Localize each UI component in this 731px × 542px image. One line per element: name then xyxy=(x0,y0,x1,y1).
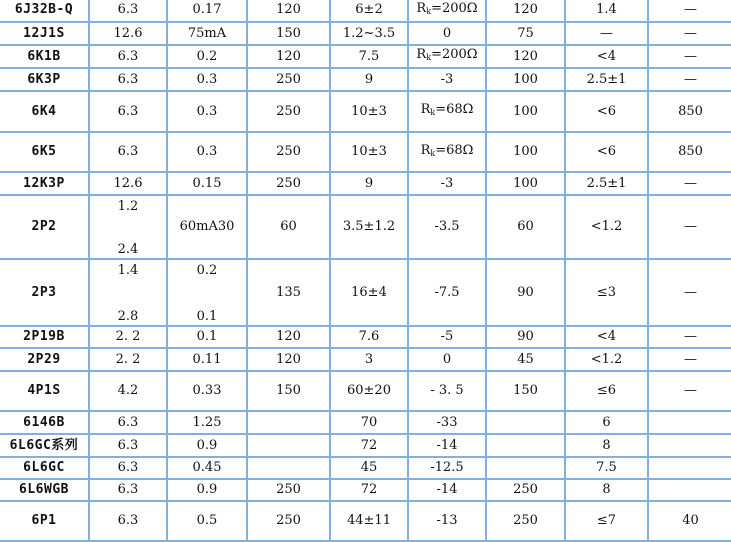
tube-model: 6L6GC xyxy=(0,457,89,479)
heater-voltage: 12.6 xyxy=(89,22,167,45)
grid-bias: -3 xyxy=(408,172,486,195)
table-row xyxy=(0,132,731,172)
extra-value: — xyxy=(648,195,731,259)
heater-current: 0.33 xyxy=(167,371,247,411)
grid-bias: - 3. 5 xyxy=(408,371,486,411)
heater-voltage: 6.3 xyxy=(89,457,167,479)
table-row xyxy=(0,411,731,434)
heater-voltage-a: 1.2 xyxy=(117,199,139,214)
table-row xyxy=(0,457,731,479)
heater-current: 75mA xyxy=(167,22,247,45)
table-row xyxy=(0,348,731,371)
heater-voltage-a: 1.4 xyxy=(117,263,139,278)
screen-voltage: 150 xyxy=(486,371,565,411)
plate-current: 1.2~3.5 xyxy=(330,22,408,45)
heater-current xyxy=(167,259,247,326)
plate-current: 72 xyxy=(330,434,408,457)
tube-model: 6K5 xyxy=(0,132,89,172)
plate-voltage: 135 xyxy=(247,259,330,326)
extra-value: — xyxy=(648,68,731,91)
plate-current: 10±3 xyxy=(330,132,408,172)
extra-value: 40 xyxy=(648,501,731,541)
plate-voltage: 150 xyxy=(247,371,330,411)
plate-current: 44±11 xyxy=(330,501,408,541)
screen-voltage: 250 xyxy=(486,479,565,501)
extra-value xyxy=(648,411,731,434)
plate-voltage: 120 xyxy=(247,348,330,371)
plate-voltage: 120 xyxy=(247,45,330,68)
tube-model: 6L6GC系列 xyxy=(0,434,89,457)
plate-current: 10±3 xyxy=(330,91,408,132)
heater-voltage: 6.3 xyxy=(89,411,167,434)
heater-current: 0.1 xyxy=(167,326,247,348)
screen-current: ≤3 xyxy=(565,259,648,326)
extra-value: — xyxy=(648,22,731,45)
heater-voltage: 4.2 xyxy=(89,371,167,411)
heater-voltage: 6.3 xyxy=(89,434,167,457)
plate-current: 72 xyxy=(330,479,408,501)
plate-current: 60±20 xyxy=(330,371,408,411)
extra-value: 850 xyxy=(648,91,731,132)
screen-current: <6 xyxy=(565,132,648,172)
plate-current: 7.6 xyxy=(330,326,408,348)
screen-voltage: 100 xyxy=(486,132,565,172)
heater-current-a: 0.2 xyxy=(196,263,218,278)
screen-current: 2.5±1 xyxy=(565,172,648,195)
heater-voltage xyxy=(89,259,167,326)
heater-voltage xyxy=(89,195,167,259)
screen-voltage: 90 xyxy=(486,259,565,326)
tube-model: 6K1B xyxy=(0,45,89,68)
plate-voltage xyxy=(247,411,330,434)
extra-value: — xyxy=(648,45,731,68)
heater-current: 0.5 xyxy=(167,501,247,541)
grid-bias: $R_k=68\Omega$ xyxy=(408,132,486,172)
plate-current: 3 xyxy=(330,348,408,371)
heater-voltage: 6.3 xyxy=(89,68,167,91)
plate-voltage: 250 xyxy=(247,132,330,172)
table-row xyxy=(0,371,731,411)
screen-current: 8 xyxy=(565,479,648,501)
grid-bias: 0 xyxy=(408,22,486,45)
plate-current: 7.5 xyxy=(330,45,408,68)
plate-voltage: 250 xyxy=(247,68,330,91)
screen-current: ≤6 xyxy=(565,371,648,411)
heater-current: 1.25 xyxy=(167,411,247,434)
heater-current: 0.3 xyxy=(167,68,247,91)
screen-voltage xyxy=(486,411,565,434)
table-row xyxy=(0,259,731,326)
screen-voltage: 75 xyxy=(486,22,565,45)
extra-value: — xyxy=(648,172,731,195)
heater-current-b: 0.1 xyxy=(196,309,218,324)
table-row xyxy=(0,479,731,501)
extra-value: — xyxy=(648,259,731,326)
table-row xyxy=(0,172,731,195)
plate-voltage: 60 xyxy=(247,195,330,259)
extra-value: — xyxy=(648,0,731,22)
screen-current: 6 xyxy=(565,411,648,434)
screen-voltage: 90 xyxy=(486,326,565,348)
tube-model: 6P1 xyxy=(0,501,89,541)
plate-current: 9 xyxy=(330,68,408,91)
plate-current: 70 xyxy=(330,411,408,434)
grid-bias: $R_k=200\Omega$ xyxy=(408,45,486,68)
grid-bias: -13 xyxy=(408,501,486,541)
screen-current: <4 xyxy=(565,45,648,68)
screen-current: 2.5±1 xyxy=(565,68,648,91)
heater-current: 0.9 xyxy=(167,434,247,457)
heater-voltage: 2. 2 xyxy=(89,348,167,371)
heater-voltage: 6.3 xyxy=(89,501,167,541)
screen-voltage: 100 xyxy=(486,91,565,132)
screen-voltage: 120 xyxy=(486,0,565,22)
tube-model: 2P2 xyxy=(0,195,89,259)
plate-current: 45 xyxy=(330,457,408,479)
screen-voltage xyxy=(486,434,565,457)
screen-current: ≤7 xyxy=(565,501,648,541)
heater-voltage: 6.3 xyxy=(89,479,167,501)
screen-current: 8 xyxy=(565,434,648,457)
extra-value: 850 xyxy=(648,132,731,172)
tube-model: 2P19B xyxy=(0,326,89,348)
tube-model: 6J32B-Q xyxy=(0,0,89,22)
extra-value: — xyxy=(648,371,731,411)
heater-voltage: 12.6 xyxy=(89,172,167,195)
grid-bias: -3 xyxy=(408,68,486,91)
table-row xyxy=(0,326,731,348)
plate-current: 9 xyxy=(330,172,408,195)
plate-voltage: 250 xyxy=(247,91,330,132)
table-row xyxy=(0,91,731,132)
table-row xyxy=(0,501,731,541)
heater-voltage: 6.3 xyxy=(89,132,167,172)
heater-current: 0.17 xyxy=(167,0,247,22)
heater-current: 0.2 xyxy=(167,45,247,68)
heater-current: 0.9 xyxy=(167,479,247,501)
plate-current: 16±4 xyxy=(330,259,408,326)
table-row xyxy=(0,195,731,259)
tube-model: 2P29 xyxy=(0,348,89,371)
heater-voltage: 6.3 xyxy=(89,45,167,68)
grid-bias: -14 xyxy=(408,434,486,457)
grid-bias: -12.5 xyxy=(408,457,486,479)
screen-current: 7.5 xyxy=(565,457,648,479)
extra-value xyxy=(648,434,731,457)
heater-current: 0.3 xyxy=(167,132,247,172)
tube-model: 6K4 xyxy=(0,91,89,132)
screen-voltage: 250 xyxy=(486,501,565,541)
heater-voltage-b: 2.8 xyxy=(117,309,139,324)
grid-bias: 0 xyxy=(408,348,486,371)
screen-voltage xyxy=(486,457,565,479)
plate-voltage: 150 xyxy=(247,22,330,45)
plate-voltage xyxy=(247,457,330,479)
plate-voltage xyxy=(247,434,330,457)
table-row xyxy=(0,68,731,91)
extra-value: — xyxy=(648,348,731,371)
plate-voltage: 120 xyxy=(247,0,330,22)
screen-current: <4 xyxy=(565,326,648,348)
screen-current: — xyxy=(565,22,648,45)
heater-voltage: 6.3 xyxy=(89,91,167,132)
tube-model: 6K3P xyxy=(0,68,89,91)
screen-voltage: 100 xyxy=(486,172,565,195)
plate-current: 3.5±1.2 xyxy=(330,195,408,259)
grid-bias: $R_k=200\Omega$ xyxy=(408,0,486,22)
screen-current: <1.2 xyxy=(565,195,648,259)
extra-value: — xyxy=(648,326,731,348)
table-row xyxy=(0,45,731,68)
screen-current: <1.2 xyxy=(565,348,648,371)
tube-model: 6L6WGB xyxy=(0,479,89,501)
heater-voltage-b: 2.4 xyxy=(117,242,139,257)
grid-bias: -5 xyxy=(408,326,486,348)
grid-bias: $R_k=68\Omega$ xyxy=(408,91,486,132)
tube-model: 2P3 xyxy=(0,259,89,326)
heater-current: 0.11 xyxy=(167,348,247,371)
heater-current: 0.3 xyxy=(167,91,247,132)
table-row xyxy=(0,0,731,22)
heater-voltage: 2. 2 xyxy=(89,326,167,348)
extra-value xyxy=(648,479,731,501)
heater-current: 0.45 xyxy=(167,457,247,479)
grid-bias: -33 xyxy=(408,411,486,434)
screen-voltage: 45 xyxy=(486,348,565,371)
screen-voltage: 60 xyxy=(486,195,565,259)
heater-current: 0.15 xyxy=(167,172,247,195)
grid-bias: -7.5 xyxy=(408,259,486,326)
tube-model: 4P1S xyxy=(0,371,89,411)
heater-voltage: 6.3 xyxy=(89,0,167,22)
extra-value xyxy=(648,457,731,479)
screen-current: 1.4 xyxy=(565,0,648,22)
tube-model: 12K3P xyxy=(0,172,89,195)
tube-model: 12J1S xyxy=(0,22,89,45)
plate-current: 6±2 xyxy=(330,0,408,22)
grid-bias: -3.5 xyxy=(408,195,486,259)
plate-voltage: 250 xyxy=(247,479,330,501)
screen-voltage: 100 xyxy=(486,68,565,91)
heater-current: 60mA30 xyxy=(167,195,247,259)
grid-bias: -14 xyxy=(408,479,486,501)
table-row xyxy=(0,22,731,45)
table-row xyxy=(0,434,731,457)
screen-voltage: 120 xyxy=(486,45,565,68)
tube-model: 6146B xyxy=(0,411,89,434)
screen-current: <6 xyxy=(565,91,648,132)
plate-voltage: 250 xyxy=(247,172,330,195)
plate-voltage: 250 xyxy=(247,501,330,541)
plate-voltage: 120 xyxy=(247,326,330,348)
